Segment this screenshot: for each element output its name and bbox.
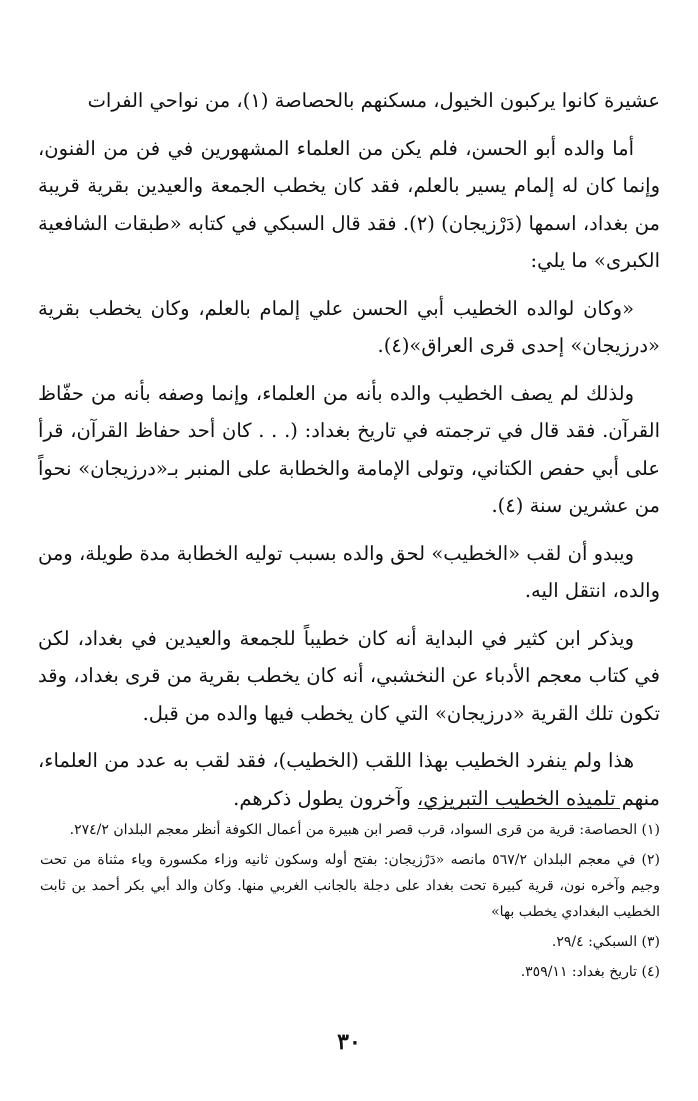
paragraph-6: ويذكر ابن كثير في البداية أنه كان خطيباً للجمعة والعيدين في بغداد، لكن في كتاب معجم الأدباء عن النخشبي، أنه كان يخطب بقرية من قرى بغداد، وقد تكون تلك القرية «درزيجان» التي كان يخطب فيها والده من قبل. — [38, 626, 660, 725]
footnote-divider — [418, 808, 620, 809]
footnote-3: (٣) السبكي: ٢٩/٤. — [551, 934, 660, 950]
paragraph-5: ويبدو أن لقب «الخطيب» لحق والده بسبب توليه الخطابة مدة طويلة، ومن والده، انتقل اليه. — [38, 541, 660, 602]
page-number: ٣٠ — [337, 1029, 361, 1055]
footnote-4: (٤) تاريخ بغداد: ٣٥٩/١١. — [520, 964, 660, 980]
quote-paragraph: «وكان لوالده الخطيب أبي الحسن علي إلمام بالعلم، وكان يخطب بقرية «درزيجان» إحدى قرى العراق»(٤). — [38, 296, 660, 357]
paragraph-1: عشيرة كانوا يركبون الخيول، مسكنهم بالحصاصة (١)، من نواحي الفرات — [87, 89, 660, 112]
main-text — [38, 82, 660, 827]
footnote-2: (٢) في معجم البلدان ٥٦٧/٢ مانصه «دَرْزيجان: بفتح أوله وسكون ثانيه وزاء مكسورة وياء مثناة من تحت وجيم وآخره نون، قرية كبيرة تحت بغداد على دجلة بالجانب الغربي منها. وكان والد أبي بكر أحمد بن ثابت الخطيب البغدادي يخطب بها» — [40, 852, 661, 920]
paragraph-2: أما والده أبو الحسن، فلم يكن من العلماء المشهورين في فن من الفنون، وإنما كان له إلمام يسير بالعلم، فقد كان يخطب الجمعة والعيدين بقرية قريبة من بغداد، اسمها (دَرْزيجان) (٢). فقد قال السبكي في كتابه «طبقات الشافعية الكبرى» ما يلي: — [38, 136, 660, 272]
footnotes — [40, 817, 660, 989]
paragraph-7: هذا ولم ينفرد الخطيب بهذا اللقب (الخطيب)، فقد لقب به عدد من العلماء، منهم تلميذه الخطيب التبريزي، وآخرون يطول ذكرهم. — [38, 749, 660, 810]
paragraph-4: ولذلك لم يصف الخطيب والده بأنه من العلماء، وإنما وصفه بأنه من حفّاظ القرآن. فقد قال في ترجمته في تاريخ بغداد: (. . . كان أحد حفاظ القرآن، قرأ على أبي حفص الكتاني، وتولى الإمامة والخطابة على المنبر بـ«درزيجان» نحواً من عشرين سنة (٤). — [38, 381, 660, 517]
footnote-1: (١) الحصاصة: قرية من قرى السواد، قرب قصر ابن هبيرة من أعمال الكوفة أنظر معجم البلدان ٢٧٤/٢. — [69, 822, 660, 838]
